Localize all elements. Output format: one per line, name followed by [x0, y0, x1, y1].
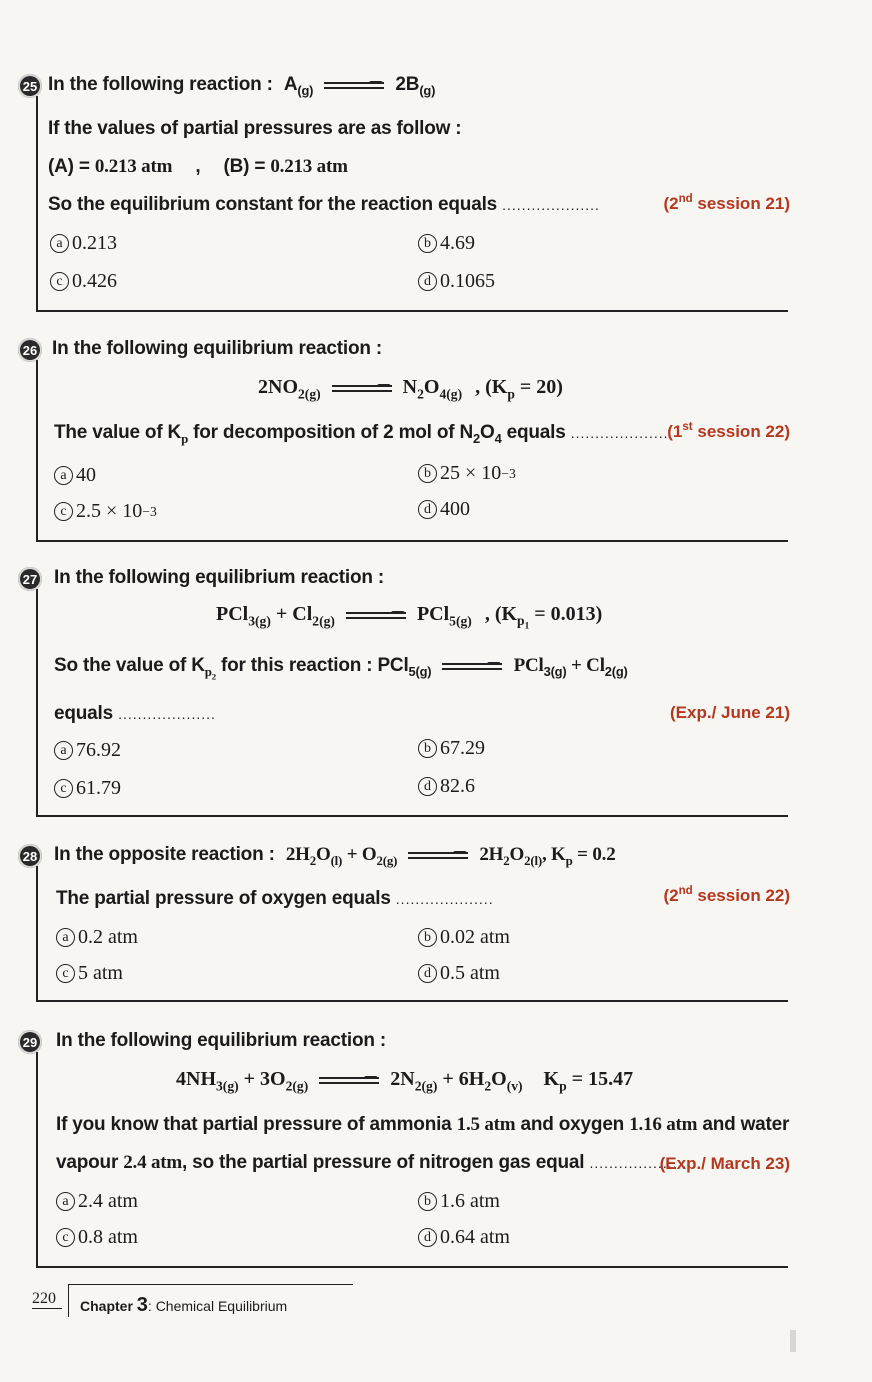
option-d[interactable]: d 82.6: [418, 775, 475, 798]
question-number: 27: [18, 567, 42, 591]
option-c[interactable]: c 5 atm: [56, 962, 123, 985]
question-25: [0, 74, 872, 312]
option-letter: d: [418, 500, 437, 519]
question-prompt: So the equilibrium constant for the reaction equals ....................: [48, 194, 600, 215]
option-a[interactable]: a 76.92: [54, 739, 121, 762]
option-letter: d: [418, 777, 437, 796]
question-intro: In the following equilibrium reaction :: [52, 338, 382, 359]
equilibrium-arrow-icon: [408, 850, 468, 860]
option-letter: d: [418, 1228, 437, 1247]
question-number: 29: [18, 1030, 42, 1054]
chapter-title: Chapter 3: Chemical Equilibrium: [80, 1294, 288, 1316]
question-prompt: vapour 2.4 atm, so the partial pressure of nitrogen gas equal ....................: [56, 1152, 688, 1173]
option-letter: a: [50, 234, 69, 253]
question-number: 26: [18, 338, 42, 362]
pressures-line: (A) = 0.213 atm , (B) = 0.213 atm: [48, 156, 348, 177]
question-number: 28: [18, 844, 42, 868]
question-28: [0, 844, 872, 1002]
question-intro: In the opposite reaction : $2H_2O_{(l)} + O_{2(g)}$ $2H_2O_{2(l)}$, $K_p = 0.2$: [54, 844, 616, 869]
option-letter: b: [418, 1192, 437, 1211]
source-reference: (Exp./ March 23): [659, 1154, 790, 1173]
option-c[interactable]: c 0.8 atm: [56, 1226, 138, 1249]
option-d[interactable]: d 0.64 atm: [418, 1226, 510, 1249]
source-reference: (2nd session 21): [663, 193, 790, 213]
option-letter: d: [418, 272, 437, 291]
option-letter: b: [418, 739, 437, 758]
option-letter: a: [56, 928, 75, 947]
option-letter: b: [418, 928, 437, 947]
equilibrium-arrow-icon: [442, 661, 502, 671]
question-prompt: The partial pressure of oxygen equals ....................: [56, 888, 494, 909]
question-prompt: The value of $K_p$ for decomposition of 2 mol of $N_2O_4$ equals ....................: [54, 422, 669, 447]
page-edge-mark: [790, 1330, 796, 1352]
option-letter: c: [54, 779, 73, 798]
option-b[interactable]: b 4.69: [418, 232, 475, 255]
question-27: [0, 567, 872, 817]
equilibrium-arrow-icon: [346, 610, 406, 620]
option-b[interactable]: b 1.6 atm: [418, 1190, 500, 1213]
option-a[interactable]: a 0.213: [50, 232, 117, 255]
question-26: [0, 338, 872, 542]
option-b[interactable]: b 0.02 atm: [418, 926, 510, 949]
source-reference: (Exp./ June 21): [670, 703, 790, 722]
option-letter: c: [56, 1228, 75, 1247]
equilibrium-arrow-icon: [319, 1075, 379, 1085]
option-letter: c: [50, 272, 69, 291]
question-number: 25: [18, 74, 42, 98]
option-letter: c: [56, 964, 75, 983]
question-text: If the values of partial pressures are as follow :: [48, 118, 462, 139]
option-d[interactable]: d 0.5 atm: [418, 962, 500, 985]
option-letter: b: [418, 464, 437, 483]
option-b[interactable]: b 25 × 10 −3: [418, 462, 516, 485]
equilibrium-arrow-icon: [332, 383, 392, 393]
option-c[interactable]: c 2.5 × 10 −3: [54, 500, 157, 523]
reaction-equation: $4NH_{3(g)} + 3O_{2(g)}$ $2N_{2(g)} + 6H_2O_{(v)}$ $K_p = 15.47$: [176, 1068, 634, 1094]
question-prompt: So the value of $K_{p_2}$ for this reaction : PCl$_{5(g)}$ $PCl_{3(g)} + Cl_{2(g)}$: [54, 655, 628, 682]
source-reference: (1st session 22): [667, 421, 790, 441]
option-a[interactable]: a 40: [54, 464, 96, 487]
question-text: If you know that partial pressure of ammonia 1.5 atm and oxygen 1.16 atm and water: [56, 1114, 790, 1135]
page-number: 220: [32, 1290, 62, 1309]
option-a[interactable]: a 2.4 atm: [56, 1190, 138, 1213]
option-d[interactable]: d 0.1065: [418, 270, 495, 293]
option-letter: b: [418, 234, 437, 253]
option-letter: a: [54, 466, 73, 485]
option-letter: d: [418, 964, 437, 983]
option-a[interactable]: a 0.2 atm: [56, 926, 138, 949]
option-letter: c: [54, 502, 73, 521]
question-intro: In the following equilibrium reaction :: [54, 567, 384, 588]
option-c[interactable]: c 61.79: [54, 777, 121, 800]
question-intro: In the following reaction : $A_{(g)}$ $2B_{(g)}$: [48, 74, 436, 99]
question-equals: equals ....................: [54, 703, 216, 724]
option-b[interactable]: b 67.29: [418, 737, 485, 760]
option-letter: a: [54, 741, 73, 760]
reaction-equation: $2NO_{2(g)}$ $N_2O_{4(g)}$ , $(K_p = 20)$: [258, 376, 563, 402]
question-intro: In the following equilibrium reaction :: [56, 1030, 386, 1051]
option-c[interactable]: c 0.426: [50, 270, 117, 293]
question-29: [0, 1030, 872, 1268]
reaction-equation: $PCl_{3(g)} + Cl_{2(g)}$ PCl$_{5(g)}$ , $(K_{p_1} = 0.013)$: [216, 603, 603, 632]
source-reference: (2nd session 22): [663, 885, 790, 905]
equilibrium-arrow-icon: [324, 80, 384, 90]
option-letter: a: [56, 1192, 75, 1211]
option-d[interactable]: d 400: [418, 498, 470, 521]
